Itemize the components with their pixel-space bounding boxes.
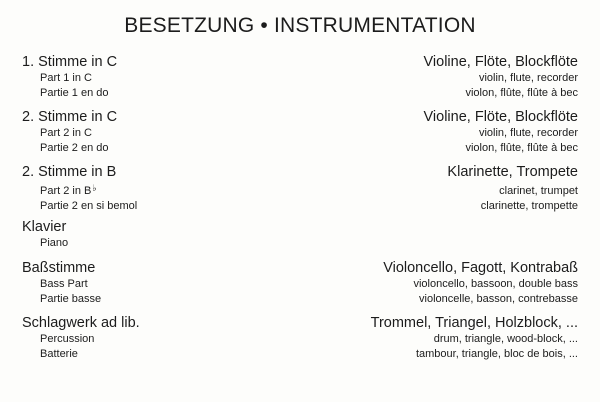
part-translation-fr: [22, 141, 578, 156]
part-name-en: Bass Part: [40, 278, 88, 290]
part-translation-fr: [22, 86, 578, 101]
part-instruments: Violine, Flöte, Blockflöte: [423, 54, 578, 70]
part-section-4: [22, 218, 578, 251]
part-section-2: [22, 108, 578, 155]
part-instruments-fr: violon, flûte, flûte à bec: [465, 86, 578, 99]
part-instruments-fr: violoncelle, basson, contrebasse: [419, 292, 578, 305]
part-name-en-text: Part 2 in B: [40, 185, 92, 197]
part-instruments: Violoncello, Fagott, Kontrabaß: [383, 260, 578, 276]
part-translation-en: [22, 126, 578, 141]
part-name: 1. Stimme in C: [22, 54, 118, 70]
part-translation-en: [22, 236, 578, 251]
part-name-fr: Partie basse: [40, 292, 102, 305]
part-section-3: [22, 163, 578, 213]
part-name: 2. Stimme in C: [22, 109, 118, 125]
part-name: Baßstimme: [22, 260, 96, 276]
part-header: [22, 218, 578, 236]
part-name-fr: Batterie: [40, 347, 78, 360]
part-name-fr: Partie 1 en do: [40, 86, 109, 99]
part-instruments-en: drum, triangle, wood-block, ...: [433, 333, 578, 345]
part-name-en: [22, 181, 97, 199]
part-name-en: Piano: [40, 237, 69, 249]
part-section-6: [22, 314, 578, 361]
part-name-fr: Partie 2 en si bemol: [40, 199, 138, 212]
part-translation-en: [22, 332, 578, 347]
part-translation-en: [22, 277, 578, 292]
page-title: BESETZUNG • INSTRUMENTATION: [124, 14, 476, 37]
part-translation-fr: [22, 199, 578, 214]
part-section-5: [22, 259, 578, 306]
part-name-fr: Partie 2 en do: [40, 141, 109, 154]
part-header: [22, 259, 578, 277]
part-name-en: Part 1 in C: [40, 72, 92, 84]
part-instruments-en: violin, flute, recorder: [478, 72, 578, 84]
part-header: [22, 108, 578, 126]
part-translation-en: [22, 181, 578, 199]
part-header: [22, 314, 578, 332]
part-name: 2. Stimme in B: [22, 164, 117, 180]
part-translation-fr: [22, 292, 578, 307]
part-instruments: Klarinette, Trompete: [447, 164, 578, 180]
part-name: Klavier: [22, 219, 67, 235]
part-instruments-fr: tambour, triangle, bloc de bois, ...: [415, 347, 578, 360]
part-instruments: Trommel, Triangel, Holzblock, ...: [370, 315, 578, 331]
part-name: Schlagwerk ad lib.: [22, 315, 140, 331]
part-header: [22, 163, 578, 181]
part-instruments-en: violoncello, bassoon, double bass: [413, 278, 578, 290]
part-instruments-fr: violon, flûte, flûte à bec: [465, 141, 578, 154]
part-instruments-fr: clarinette, trompette: [480, 199, 578, 212]
part-section-1: [22, 53, 578, 100]
part-name-en: Part 2 in C: [40, 127, 92, 139]
part-instruments-en: violin, flute, recorder: [478, 127, 578, 139]
part-instruments-en: clarinet, trumpet: [499, 185, 578, 197]
part-header: [22, 53, 578, 71]
part-translation-fr: [22, 347, 578, 362]
part-instruments: Violine, Flöte, Blockflöte: [423, 109, 578, 125]
part-name-en: Percussion: [40, 333, 95, 345]
part-translation-en: [22, 71, 578, 86]
flat-sign: ♭: [92, 183, 97, 193]
